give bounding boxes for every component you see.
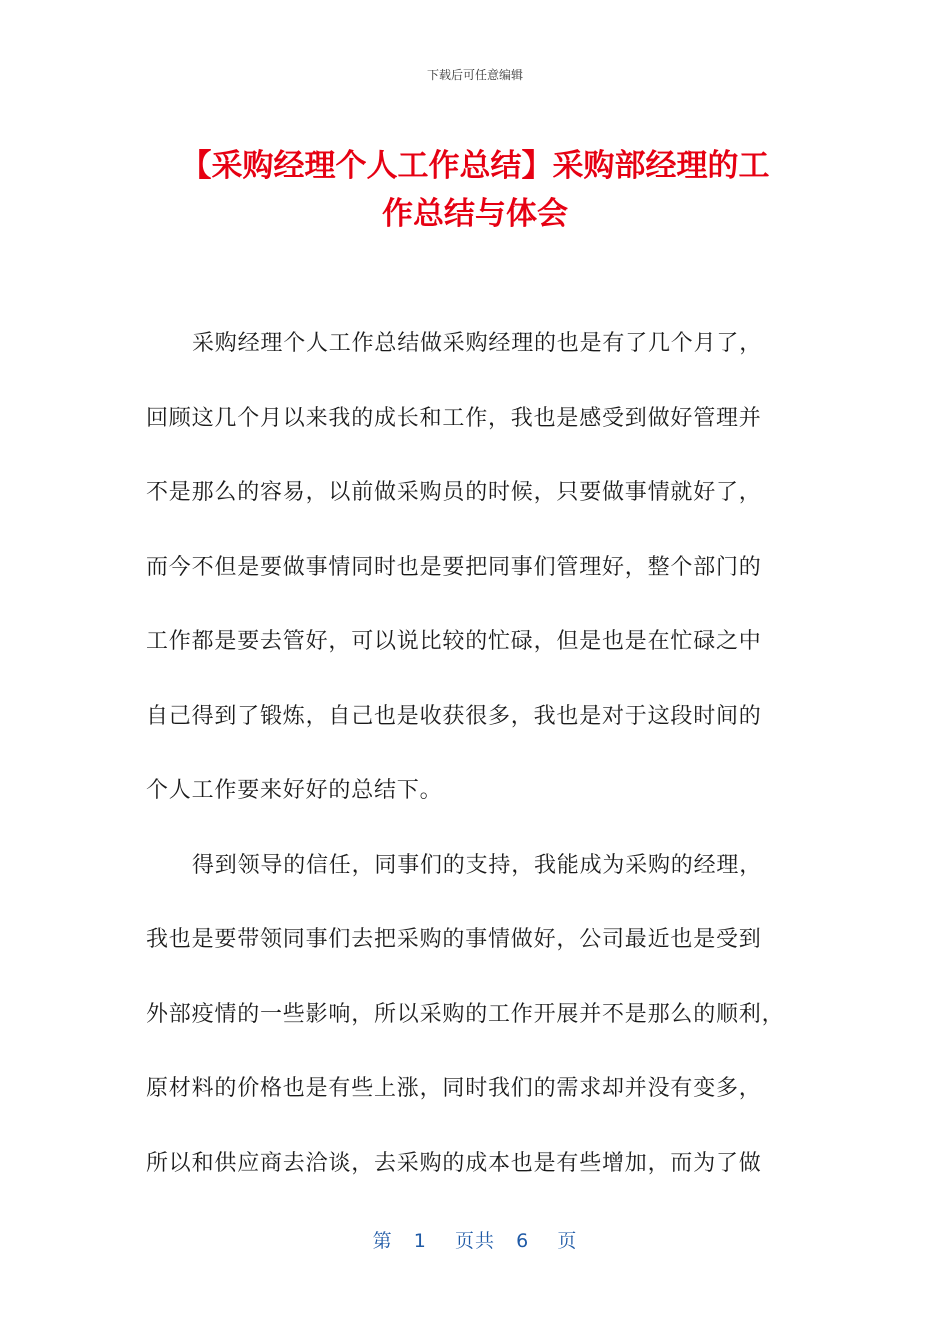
text-line: 得到领导的信任，同事们的支持，我能成为采购的经理， <box>192 852 763 878</box>
document-body <box>146 322 806 1216</box>
document-title <box>140 142 810 238</box>
page-footer <box>0 1226 950 1253</box>
text-line: 我也是要带领同事们去把采购的事情做好，公司最近也是受到 <box>146 927 762 952</box>
text-line: 工作都是要去管好，可以说比较的忙碌，但是也是在忙碌之中 <box>146 629 762 654</box>
footer-prefix: 第 <box>372 1230 393 1252</box>
footer-suffix: 页 <box>557 1230 578 1252</box>
paragraph <box>146 844 806 1217</box>
title-line: 【采购经理个人工作总结】采购部经理的工 <box>180 148 770 184</box>
footer-middle: 页共 <box>454 1230 495 1252</box>
text-line: 原材料的价格也是有些上涨，同时我们的需求却并没有变多， <box>146 1076 762 1101</box>
text-line: 所以和供应商去洽谈，去采购的成本也是有些增加，而为了做 <box>146 1150 762 1176</box>
footer-page-number: 1 <box>413 1230 427 1252</box>
text-line: 而今不但是要做事情同时也是要把同事们管理好，整个部门的 <box>146 554 762 580</box>
text-line: 自己得到了锻炼，自己也是收获很多，我也是对于这段时间的 <box>146 703 762 729</box>
text-line: 采购经理个人工作总结做采购经理的也是有了几个月了， <box>192 331 763 356</box>
header-note: 下载后可任意编辑 <box>426 68 523 82</box>
text-line: 回顾这几个月以来我的成长和工作，我也是感受到做好管理并 <box>146 405 762 431</box>
title-line: 作总结与体会 <box>382 196 568 232</box>
paragraph <box>146 322 806 844</box>
footer-total-pages: 6 <box>516 1230 530 1252</box>
text-line: 不是那么的容易，以前做采购员的时候，只要做事情就好了， <box>146 480 762 505</box>
text-line: 个人工作要来好好的总结下。 <box>146 778 443 803</box>
text-line: 外部疫情的一些影响，所以采购的工作开展并不是那么的顺利， <box>146 1001 785 1027</box>
